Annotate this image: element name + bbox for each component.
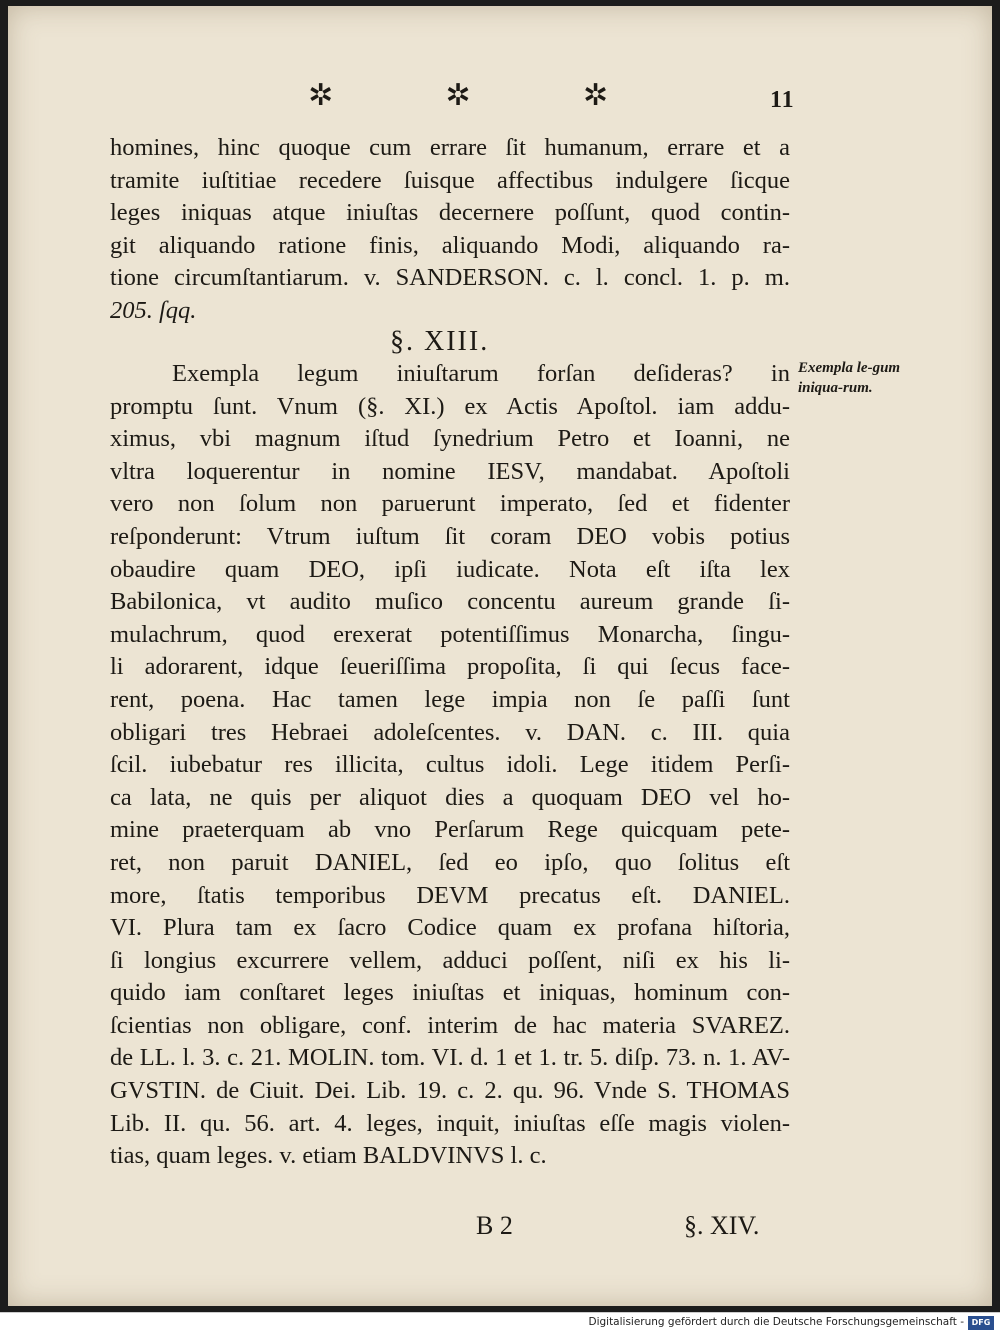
text-line: Lib. II. qu. 56. art. 4. leges, inquit, iniuſtas eſſe magis violen-: [110, 1109, 790, 1137]
margin-note: Exempla le-gum iniqua-rum.: [798, 360, 901, 396]
text-line: vltra loquerentur in nomine IESV, mandabat. Apoſtoli: [110, 457, 790, 485]
text-line: git aliquando ratione finis, aliquando Modi, aliquando ra-: [110, 231, 790, 259]
text-line: de LL. l. 3. c. 21. MOLIN. tom. VI. d. 1 et 1. tr. 5. diſp. 73. n. 1. AV-: [110, 1044, 790, 1072]
text-line: ca lata, ne quis per aliquot dies a quoquam DEO vel ho-: [110, 783, 790, 811]
text-line: Babilonica, vt audito muſico concentu aureum grande ſi-: [110, 588, 790, 616]
funding-credit: Digitalisierung gefördert durch die Deutsche Forschungsgemeinschaft -: [588, 1316, 964, 1328]
text-line: tramite iuſtitiae recedere ſuisque affectibus indulgere ſicque: [110, 166, 790, 194]
section-heading: §. XIII.: [390, 326, 490, 357]
text-line: 205. ſqq.: [110, 296, 197, 324]
text-line: tione circumſtantiarum. v. SANDERSON. c. l. concl. 1. p. m.: [110, 264, 790, 292]
text-line: obaudire quam DEO, ipſi iudicate. Nota eſt iſta lex: [110, 555, 790, 583]
text-line: reſponderunt: Vtrum iuſtum ſit coram DEO vobis potius: [110, 522, 790, 550]
catchword: §. XIV.: [684, 1211, 760, 1240]
signature-mark: B 2: [476, 1211, 513, 1240]
page-number: 11: [770, 87, 795, 113]
text-block-main: [110, 358, 790, 1173]
ornament-2: ✲: [445, 78, 471, 113]
text-line: mine praeterquam ab vno Perſarum Rege quicquam pete-: [110, 816, 790, 844]
text-line: li adorarent, idque ſeueriſſima propoſita, ſi qui ſecus face-: [110, 653, 790, 681]
text-line: Exempla legum iniuſtarum forſan deſideras? in: [172, 360, 790, 387]
text-line: vero non ſolum non paruerunt imperato, ſed et fidenter: [110, 490, 790, 518]
header-ornaments: [308, 78, 608, 118]
text-line: promptu ſunt. Vnum (§. XI.) ex Actis Apoſtol. iam addu-: [110, 392, 790, 420]
text-block-top: [110, 132, 790, 328]
text-line: ſcil. iubebatur res illicita, cultus idoli. Lege itidem Perſi-: [110, 751, 790, 779]
text-line: tias, quam leges. v. etiam BALDVINVS l. c.: [110, 1142, 547, 1170]
text-line: ximus, vbi magnum iſtud ſynedrium Petro et Ioanni, ne: [110, 425, 790, 453]
footer-bar: [0, 1312, 1000, 1335]
text-line: ſi longius excurrere vellem, adduci poſſent, niſi ex his li-: [110, 946, 790, 974]
text-line: homines, hinc quoque cum errare ſit humanum, errare et a: [110, 134, 790, 161]
text-line: ret, non paruit DANIEL, ſed eo ipſo, quo ſolitus eſt: [110, 848, 790, 876]
book-page: [8, 6, 992, 1306]
text-line: VI. Plura tam ex ſacro Codice quam ex profana hiſtoria,: [110, 914, 790, 942]
text-line: mulachrum, quod erexerat potentiſſimus Monarcha, ſingu-: [110, 620, 790, 648]
text-line: GVSTIN. de Ciuit. Dei. Lib. 19. c. 2. qu. 96. Vnde S. THOMAS: [110, 1077, 790, 1105]
text-line: rent, poena. Hac tamen lege impia non ſe paſſi ſunt: [110, 685, 790, 713]
text-line: leges iniquas atque iniuſtas decernere poſſunt, quod contin-: [110, 199, 790, 227]
text-line: ſcientias non obligare, conf. interim de hac materia SVAREZ.: [110, 1011, 790, 1039]
text-line: quido iam conſtaret leges iniuſtas et iniquas, hominum con-: [110, 979, 790, 1007]
text-line: obligari tres Hebraei adoleſcentes. v. DAN. c. III. quia: [110, 718, 790, 746]
ornament-1: ✲: [308, 78, 334, 113]
text-line: more, ſtatis temporibus DEVM precatus eſt. DANIEL.: [110, 881, 790, 909]
ornament-3: ✲: [582, 78, 608, 113]
dfg-logo: DFG: [968, 1316, 994, 1330]
